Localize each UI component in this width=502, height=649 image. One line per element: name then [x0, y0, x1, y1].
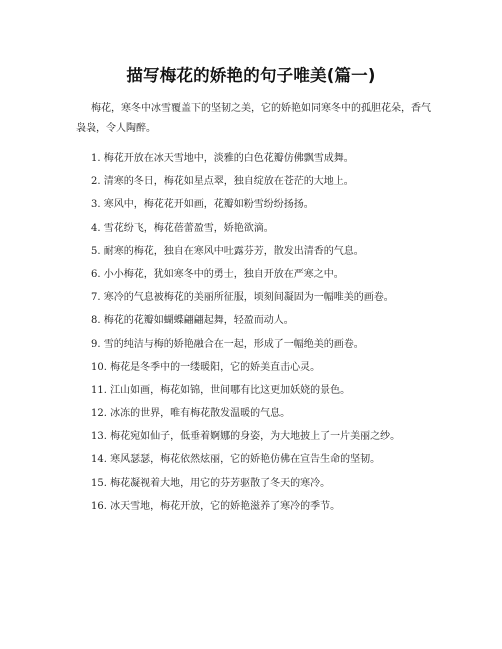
- list-item: 13. 梅花宛如仙子，低垂着婀娜的身姿，为大地披上了一片美丽之纱。: [91, 431, 401, 443]
- list-item: 2. 清寒的冬日，梅花如星点翠，独自绽放在苍茫的大地上。: [91, 176, 354, 188]
- list-item: 5. 耐寒的梅花，独自在寒风中吐露芬芳，散发出清香的气息。: [91, 245, 364, 257]
- document-title: 描写梅花的娇艳的句子唯美(篇一): [126, 66, 376, 85]
- list-item: 6. 小小梅花，犹如寒冬中的勇士，独自开放在严寒之中。: [91, 268, 344, 280]
- list-item: 14. 寒风瑟瑟，梅花依然炫丽，它的娇艳仿佛在宣告生命的坚韧。: [91, 454, 381, 466]
- intro-paragraph: [76, 99, 431, 139]
- list-item: 15. 梅花凝视着大地，用它的芬芳驱散了冬天的寒冷。: [91, 477, 331, 489]
- list-item: 1. 梅花开放在冰天雪地中，淡雅的白色花瓣仿佛飘雪成舞。: [91, 153, 354, 164]
- list-item: 3. 寒风中，梅花花开如画，花瓣如粉雪纷纷扬扬。: [91, 199, 314, 211]
- list-item: 12. 冰冻的世界，唯有梅花散发温暖的气息。: [91, 408, 291, 420]
- sentence-list: [76, 147, 436, 518]
- intro-line-1: 梅花，寒冬中冰雪覆盖下的坚韧之美，它的娇艳如同寒冬中的孤胆花朵，香气: [91, 103, 431, 114]
- list-item: 4. 雪花纷飞，梅花蓓蕾盈雪，娇艳欲滴。: [91, 222, 274, 234]
- list-item: 7. 寒冷的气息被梅花的美丽所征服，顷刻间凝固为一幅唯美的画卷。: [91, 292, 394, 304]
- list-item: 9. 雪的纯洁与梅的娇艳融合在一起，形成了一幅绝美的画卷。: [91, 338, 364, 350]
- list-item: 16. 冰天雪地，梅花开放，它的娇艳滋养了寒冷的季节。: [91, 500, 341, 512]
- list-item: 11. 江山如画，梅花如锦，世间哪有比这更加妖娆的景色。: [91, 384, 351, 396]
- list-item: 10. 梅花是冬季中的一缕暖阳，它的娇美直击心灵。: [91, 361, 321, 373]
- intro-line-2: 袅袅，令人陶醉。: [76, 123, 156, 134]
- list-item: 8. 梅花的花瓣如蝴蝶翩翩起舞，轻盈而动人。: [91, 315, 294, 327]
